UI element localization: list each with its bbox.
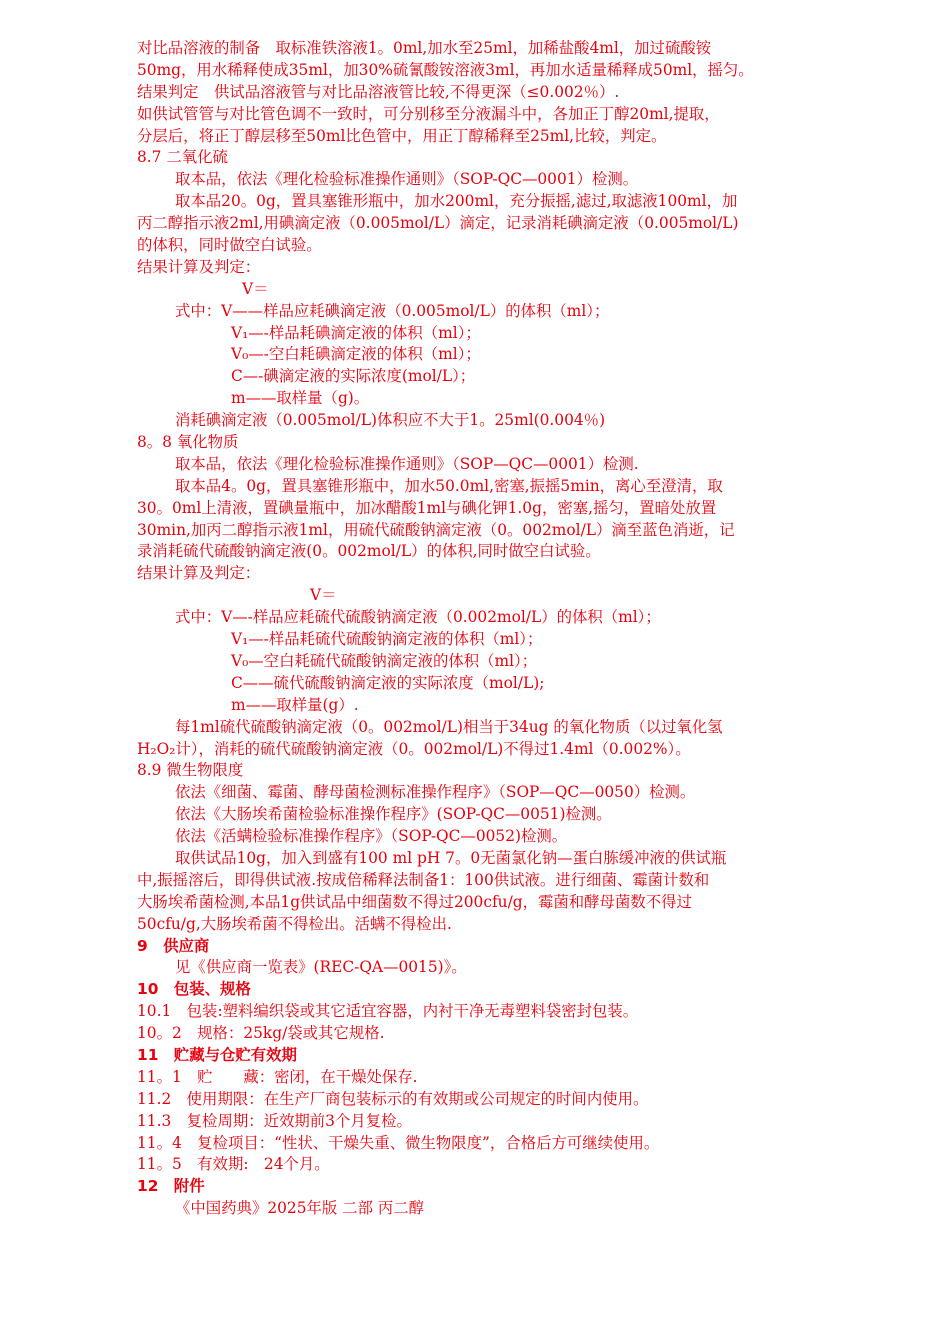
text-line: 消耗碘滴定液（0.005mol/L)体积应不大于1。25ml(0.004％) [175,411,606,430]
section-heading: 12 附件 [137,1177,205,1196]
text-line: 中,振摇溶后，即得供试液.按成倍稀释法制备1：100供试液。进行细菌、霉菌计数和 [137,870,710,889]
text-line: 结果计算及判定： [137,564,261,583]
text-line: m——取样量（g)。 [231,389,370,408]
text-line: 对比品溶液的制备 取标准铁溶液1。0ml,加水至25ml，加稀盐酸4ml，加过硫酸铵 [137,39,712,57]
text-line: 11。1 贮 藏：密闭，在干燥处保存. [137,1067,418,1086]
text-line: V₀—-空白耗碘滴定液的体积（ml）； [231,345,481,364]
text-line: 式中：V——样品应耗碘滴定液（0.005mol/L）的体积（ml）； [175,301,610,320]
text-line: 结果计算及判定： [137,257,261,276]
text-line: V＝ [242,279,269,298]
text-line: 50cfu/g,大肠埃希菌不得检出。活螨不得检出. [137,914,452,933]
text-line: 30min,加丙二醇指示液1ml，用硫代硫酸钠滴定液（0。002mol/L）滴至蓝色消逝，记 [137,520,735,539]
text-line: 依法《活螨检验标准操作程序》（SOP-QC—0052)检测。 [175,827,568,846]
text-line: 11.3 复检周期：近效期前3个月复检。 [137,1111,412,1130]
section-heading: 10 包装、规格 [137,980,251,999]
text-line: V₁—-样品耗硫代硫酸钠滴定液的体积（ml）； [231,630,543,649]
text-line: H₂O₂计），消耗的硫代硫酸钠滴定液（0。002mol/L)不得过1.4ml（0.002%）。 [137,739,691,758]
text-line: m——取样量(g）. [231,695,359,714]
text-line: 取本品，依法《理化检验标准操作通则》（SOP-QC—0001）检测。 [175,170,639,189]
text-line: C—-碘滴定液的实际浓度(mol/L）； [231,367,476,386]
text-line: C——硫代硫酸钠滴定液的实际浓度（mol/L); [231,673,545,692]
text-line: 取本品，依法《理化检验标准操作通则》（SOP—QC—0001）检测. [175,454,639,473]
document-body [137,38,863,1220]
text-line: 50mg，用水稀释使成35ml，加30%硫氰酸铵溶液3ml，再加水适量稀释成50ml，摇匀。 [137,60,754,79]
text-line: 见《供应商一览表》(REC-QA—0015)》。 [175,958,467,977]
text-line: 10。2 规格：25kg/袋或其它规格. [137,1024,385,1043]
text-line: 如供试管管与对比管色调不一致时，可分别移至分液漏斗中，各加正丁醇20ml,提取， [137,104,720,123]
text-line: 8。8 氧化物质 [137,433,239,452]
text-line: 11.2 使用期限：在生产厂商包装标示的有效期或公司规定的时间内使用。 [137,1089,649,1108]
text-line: 丙二醇指示液2ml,用碘滴定液（0.005mol/L）滴定，记录消耗碘滴定液（0.005mol/L) [137,214,739,233]
text-line: 分层后，将正丁醇层移至50ml比色管中，用正丁醇稀释至25ml,比较，判定。 [137,126,667,145]
text-line: 依法《大肠埃希菌检验标准操作程序》(SOP-QC—0051)检测。 [175,805,612,824]
text-line: 每1ml硫代硫酸钠滴定液（0。002mol/L)相当于34ug 的氧化物质（以过氧化氢 [175,717,723,736]
text-line: 依法《细菌、霉菌、酵母菌检测标准操作程序》（SOP—QC—0050）检测。 [175,783,696,802]
text-line: 取供试品10g，加入到盛有100 ml pH 7。0无菌氯化钠—蛋白胨缓冲液的供试瓶 [175,848,727,867]
text-line: V＝ [310,586,337,605]
text-line: V₀—空白耗硫代硫酸钠滴定液的体积（ml）； [231,651,538,670]
text-line: 8.7 二氧化硫 [137,148,228,167]
text-line: 大肠埃希菌检测,本品1g供试品中细菌数不得过200cfu/g，霉菌和酵母菌数不得过 [137,892,692,911]
section-heading: 9 供应商 [137,936,210,955]
text-line: 《中国药典》2025年版 二部 丙二醇 [175,1199,425,1218]
text-line: 的体积，同时做空白试验。 [137,236,322,255]
text-line: V₁—-样品耗碘滴定液的体积（ml）； [231,323,481,342]
text-line: 取本品20。0g，置具塞锥形瓶中，加水200ml，充分振摇,滤过,取滤液100ml，加 [175,192,738,211]
text-line: 30。0ml上清液，置碘量瓶中，加冰醋酸1ml与碘化钾1.0g，密塞,摇匀，置暗处放置 [137,498,717,517]
text-line: 11。4 复检项目：“性状、干燥失重、微生物限度”，合格后方可继续使用。 [137,1133,660,1152]
section-heading: 11 贮藏与仓贮有效期 [137,1045,297,1064]
text-line: 10.1 包装:塑料编织袋或其它适宜容器，内衬干净无毒塑料袋密封包装。 [137,1002,639,1021]
text-line: 结果判定 供试品溶液管与对比品溶液管比较,不得更深（≤0.002％）. [137,82,620,101]
text-line: 取本品4。0g，置具塞锥形瓶中，加水50.0ml,密塞,振摇5min，离心至澄清，取 [175,476,723,495]
text-line: 8.9 微生物限度 [137,761,244,780]
text-line: 录消耗硫代硫酸钠滴定液(0。002mol/L）的体积,同时做空白试验。 [137,542,601,561]
text-line: 11。5 有效期: 24个月。 [137,1155,330,1174]
text-line: 式中：V—-样品应耗硫代硫酸钠滴定液（0.002mol/L）的体积（ml）； [175,608,661,627]
